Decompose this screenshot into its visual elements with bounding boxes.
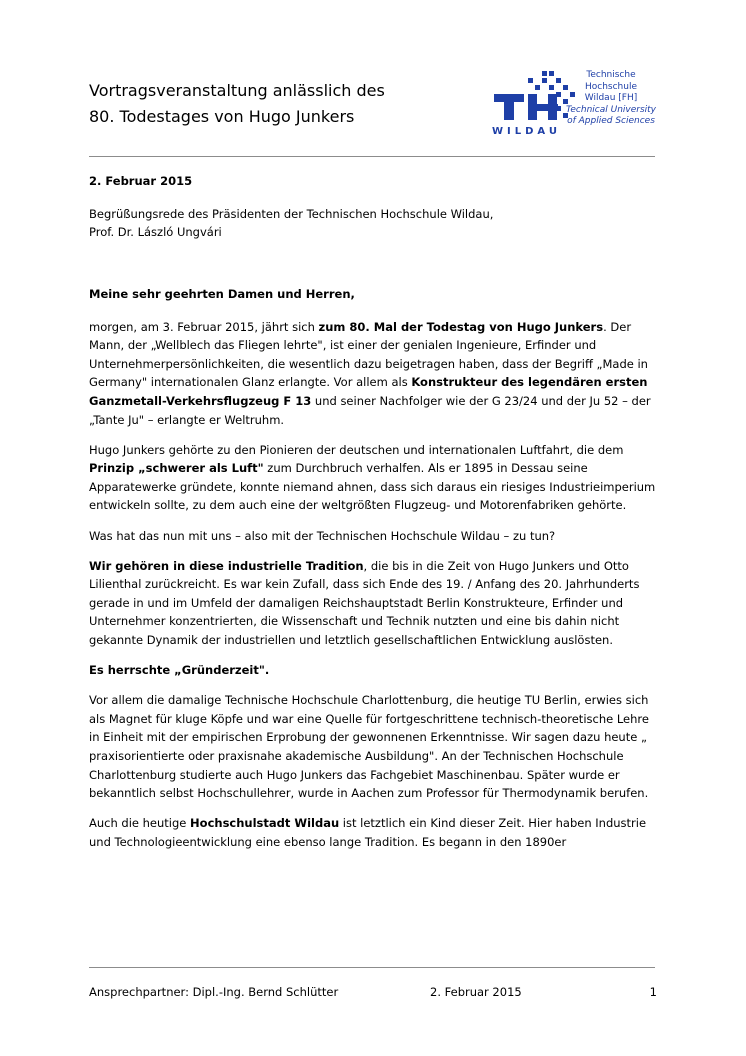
logo-line-5: of Applied Sciences — [567, 116, 655, 126]
page-number: 1 — [649, 985, 657, 999]
logo-wordmark: WILDAU — [492, 126, 561, 137]
paragraph-6: Vor allem die damalige Technische Hochschule Charlottenburg, die heutige TU Berlin, erwies sich als Magnet für kluge Köpfe und war eine Quelle für fortgeschrittene technisch-theoretische Lehre in Einheit mit der empirischen Erprobung der gewonnenen Erkenntnisse. Wir sagen dazu heute „ praxisorientierte oder praxisnahe akademische Ausbildung". An der Technischen Hochschule Charlottenburg studierte auch Hugo Junkers das Fachgebiet Maschinenbau. Später wurde er bekanntlich selbst Hochschullehrer, wurde in Aachen zum Professor für Thermodynamik berufen. — [89, 693, 649, 801]
document-date: 2. Februar 2015 — [89, 174, 193, 188]
speech-body — [89, 285, 661, 863]
paragraph-1: morgen, am 3. Februar 2015, jährt sich zum 80. Mal der Todestag von Hugo Junkers. Der Mann, der „Wellblech das Fliegen lehrte", ist einer der genialen Ingenieure, Erfinder und Unternehmerpersönlichkeiten, die wesentlich dazu beigetragen haben, dass der Begriff „Made in Germany" internationalen Glanz erlangte. Vor allem als Konstrukteur des legendären ersten Ganzmetall-Verkehrsflugzeug F 13 und seiner Nachfolger wie der G 23/24 und der Ju 52 – der „Tante Ju" – erlangte er Weltruhm. — [89, 319, 651, 427]
title-line-2: 80. Todestages von Hugo Junkers — [89, 107, 355, 126]
speech-intro-line-1: Begrüßungsrede des Präsidenten der Technischen Hochschule Wildau, — [89, 207, 494, 221]
paragraph-3: Was hat das nun mit uns – also mit der Technischen Hochschule Wildau – zu tun? — [89, 528, 556, 543]
logo-line-3: Wildau [FH] — [584, 93, 638, 103]
footer-contact: Ansprechpartner: Dipl.-Ing. Bernd Schlütter — [89, 985, 339, 999]
paragraph-2: Hugo Junkers gehörte zu den Pionieren der deutschen und internationalen Luftfahrt, die dem Prinzip „schwerer als Luft" zum Durchbruch verhalfen. Als er 1895 in Dessau seine Apparatewerke gründete, konnte niemand ahnen, dass sich daraus ein riesiges Industrieimperium entwickeln sollte, zu dem auch eine der weltgrößten Flugzeug- und Motorenfabriken gehörte. — [89, 442, 656, 513]
logo-line-4: Technical University — [566, 104, 657, 115]
salutation: Meine sehr geehrten Damen und Herren, — [89, 287, 355, 301]
logo-caption — [566, 70, 656, 128]
footer-date: 2. Februar 2015 — [430, 985, 522, 999]
footer-divider — [89, 967, 655, 968]
speech-intro — [89, 205, 493, 241]
header-divider — [89, 156, 655, 157]
logo-line-1: Technische — [586, 70, 636, 80]
logo-line-2: Hochschule — [584, 81, 637, 92]
paragraph-7: Auch die heutige Hochschulstadt Wildau ist letztlich ein Kind dieser Zeit. Hier haben Industrie und Technologieentwicklung eine ebenso lange Tradition. Es begann in den 1890er — [89, 816, 647, 849]
paragraph-4: Wir gehören in diese industrielle Tradition, die bis in die Zeit von Hugo Junkers und Otto Lilienthal zurückreicht. Es war kein Zufall, dass sich Ende des 19. / Anfang des 20. Jahrhunderts gerade in und im Umfeld der damaligen Reichshauptstadt Berlin Konstrukteure, Erfinder und Unternehmer konzentrierten, die Wissenschaft und Technik nutzten und eine bis dahin nicht gekannte Dynamik der industriellen und letztlich gesellschaftlichen Entwicklung auslösten. — [89, 558, 640, 647]
section-heading: Es herrschte „Gründerzeit". — [89, 663, 270, 678]
document-title — [89, 78, 489, 130]
title-line-1: Vortragsveranstaltung anlässlich des — [89, 81, 385, 100]
speech-intro-line-2: Prof. Dr. László Ungvári — [89, 225, 222, 239]
